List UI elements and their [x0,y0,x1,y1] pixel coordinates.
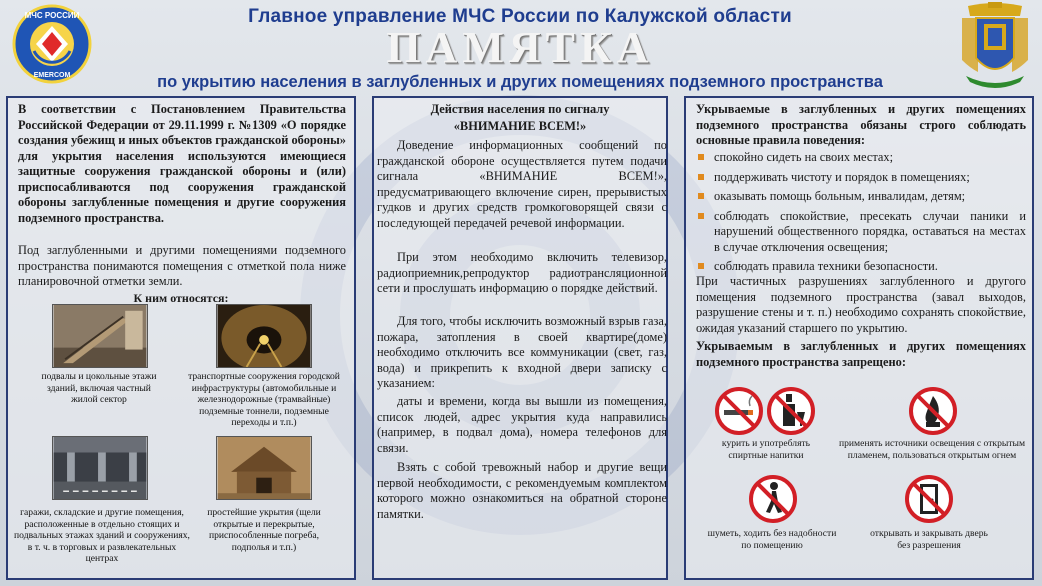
caption-no-smoking: курить и употреблять спиртные напитки [721,438,811,461]
cellar-shelter-photo [216,436,312,500]
signal-paragraph-4: даты и времени, когда вы вышли из помещения, список людей, адрес укрытия куда направились (например, в подвал дома), номера телефонов для связи. [377,394,667,455]
middle-panel [372,96,668,580]
rules-lead: Укрываемые в заглубленных и других помещениях подземного пространства обязаны строго соблюдать основные правила поведения: [696,102,1026,147]
no-open-flame-icon [908,386,958,436]
rule-item: поддерживать чистоту и порядок в помещениях; [696,170,1026,186]
signal-paragraph-5: Взять с собой тревожный набор и другие вещи первой необходимости, с рекомендуемым комплектом которого можно ознакомиться на обратной стороне памятки. [377,460,667,521]
logo-top-text: МЧС РОССИИ [24,11,80,20]
rule-item: спокойно сидеть на своих местах; [696,150,1026,166]
header-org: Главное управление МЧС России по Калужской области [248,6,792,27]
parking-garage-photo [52,436,148,500]
no-walking-icon [748,474,798,524]
relates-heading: К ним относятся: [133,291,229,305]
no-door-icon [904,474,954,524]
page-title: ПАМЯТКА [386,23,654,72]
forbidden-heading: Укрываемым в заглубленных и других помещениях подземного пространства запрещено: [696,339,1026,369]
bullet-icon [698,174,704,180]
signal-title: Действия населения по сигналу [430,102,610,116]
rule-item: соблюдать спокойствие, пресекать случаи паники и нарушений общественного порядка, оставаться на местах в случае отключения освещения; [696,209,1026,256]
caption-no-flame: применять источники освещения с открытым пламенем, пользоваться открытым огнем [838,438,1026,461]
caption-cellar: простейшие укрытия (щели открытые и перекрытые, приспособленные погреба, подполья и т.п.) [207,507,321,553]
caption-no-walking: шуметь, ходить без надобности по помещению [707,528,837,551]
caption-basement: подвалы и цокольные этажи зданий, включая частный жилой сектор [41,371,157,405]
caption-tunnel: транспортные сооружения городской инфраструктуры (автомобильные и железнодорожные (трамвайные) подземные тоннели, подземные переходы и т.п.) [188,371,340,428]
mchs-emblem-icon [12,4,92,84]
signal-paragraph-3: Для того, чтобы исключить возможный взрыв газа, пожара, затопления в своей квартире(доме) необходимо отключить все коммуникации (свет, газ, вода) и прикрепить к входной двери записку с указанием: [377,314,667,391]
right-panel [684,96,1034,580]
left-panel [6,96,356,580]
caption-garage: гаражи, складские и другие помещения, расположенные в отдельно стоящих и подвальных этажах зданий и сооружениях, в т. ч. в торговых и развлекательных центрах [14,507,190,564]
basement-stairs-photo [52,304,148,368]
signal-name: «ВНИМАНИЕ ВСЕМ!» [453,119,587,133]
legal-basis-text: В соответствии с Постановлением Правительства Российской Федерации от 29.11.1999 г. №1309 «О порядке создания убежищ и иных объектов гражданской обороны» для укрытия населения используются имеющиеся защитные сооружения гражданской обороны и (или) приспосабливаются под сооружения гражданской обороны заглубленные помещения и другие сооружения подземного пространства. [18,102,346,225]
no-smoking-icon [714,386,764,436]
partial-destruction-text: При частичных разрушениях заглубленного и другого помещения подземного пространства (завал выходов, разрушение стены и т. п.) необходимо сохранять спокойствие, ожидая указаний старшего по укрытию. [696,274,1026,335]
no-alcohol-icon [766,386,816,436]
bullet-icon [698,193,704,199]
kaluga-coat-of-arms-icon [958,2,1032,88]
bullet-icon [698,263,704,269]
page-subtitle: по укрытию населения в заглубленных и других помещениях подземного пространства [157,73,883,91]
rule-item: соблюдать правила техники безопасности. [696,259,1026,275]
rule-item: оказывать помощь больным, инвалидам, детям; [696,189,1026,205]
bullet-icon [698,213,704,219]
rules-list [696,150,1026,279]
signal-paragraph-1: Доведение информационных сообщений по гражданской обороне осуществляется путем подачи сигнала «ВНИМАНИЕ ВСЕМ!», предусматривающего включение сирен, прерывистых гудков и других средств громкоговорящей связи с последующей передачей речевой информации. [377,138,667,230]
caption-no-door: открывать и закрывать дверь без разрешения [870,528,988,551]
signal-paragraph-2: При этом необходимо включить телевизор, радиоприемник,репродуктор радиотрансляционной сети и прослушать информацию о порядке действий. [377,250,667,296]
logo-bottom-text: EMERCOM [33,72,71,79]
tunnel-photo [216,304,312,368]
definition-text: Под заглубленными и другими помещениями подземного пространства понимаются помещения с отметкой пола ниже планировочной отметки земли. [18,243,346,288]
bullet-icon [698,154,704,160]
